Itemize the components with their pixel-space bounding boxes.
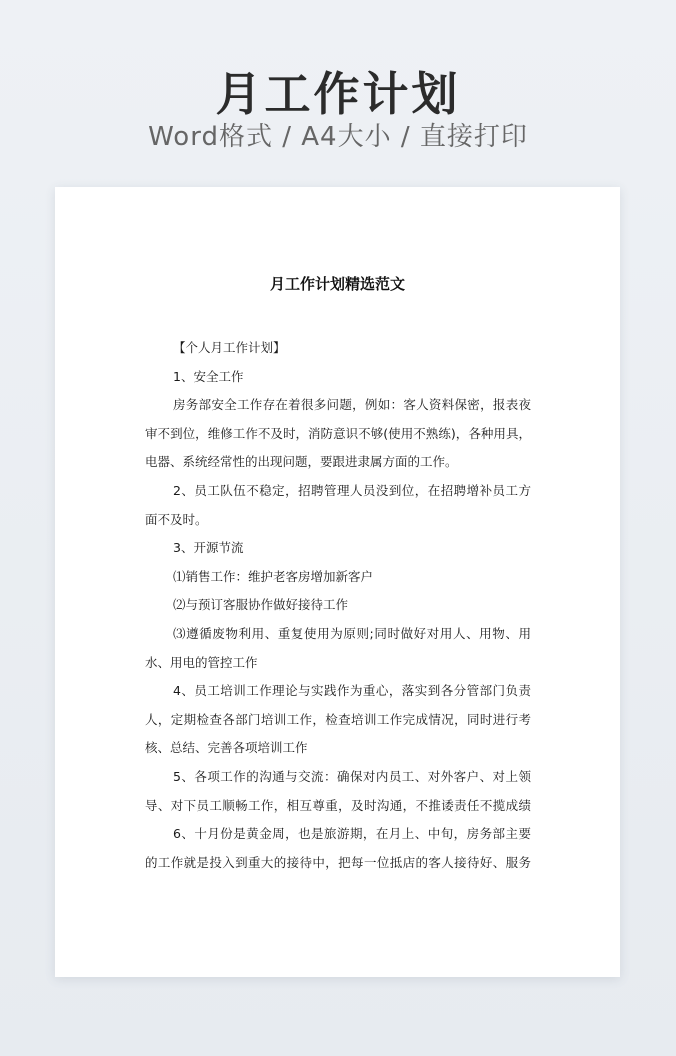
document-body bbox=[145, 334, 531, 877]
paragraph-line: ⑴销售工作：维护老客房增加新客户 bbox=[173, 568, 374, 584]
paragraph-line: 房务部安全工作存在着很多问题，例如：客人资料保密，报表夜 bbox=[173, 397, 531, 413]
paragraph-line: 6、十月份是黄金周，也是旅游期，在月上、中旬，房务部主要 bbox=[173, 826, 531, 842]
paragraph-line: ⑶遵循废物利用、重复使用为原则;同时做好对用人、用物、用 bbox=[173, 625, 531, 641]
page-subtitle: Word格式 / A4大小 / 直接打印 bbox=[148, 122, 528, 152]
document-title: 月工作计划精选范文 bbox=[269, 275, 405, 293]
paragraph-line: 4、员工培训工作理论与实践作为重心，落实到各分管部门负责 bbox=[173, 683, 531, 699]
paragraph-line: ⑵与预订客服协作做好接待工作 bbox=[173, 597, 349, 613]
section-heading: 【个人月工作计划】 bbox=[173, 340, 286, 355]
paragraph-line: 1、安全工作 bbox=[173, 368, 244, 384]
paragraph-line: 核、总结、完善各项培训工作 bbox=[145, 740, 308, 756]
paragraph-line: 人，定期检查各部门培训工作，检查培训工作完成情况，同时进行考 bbox=[145, 711, 531, 727]
paragraph-line: 审不到位，维修工作不及时，消防意识不够(使用不熟练)，各种用具， bbox=[145, 425, 531, 441]
paragraph-line: 3、开源节流 bbox=[173, 540, 244, 556]
paragraph-line: 水、用电的管控工作 bbox=[145, 654, 258, 670]
paragraph-line: 的工作就是投入到重大的接待中，把每一位抵店的客人接待好、服务 bbox=[145, 854, 531, 870]
paragraph-line: 导、对下员工顺畅工作，相互尊重，及时沟通，不推诿责任不揽成绩 bbox=[145, 797, 531, 813]
page-title: 月工作计划 bbox=[215, 67, 461, 121]
paragraph-line: 5、各项工作的沟通与交流：确保对内员工、对外客户、对上领 bbox=[173, 768, 531, 784]
paragraph-line: 面不及时。 bbox=[145, 511, 208, 527]
paragraph-line: 2、员工队伍不稳定，招聘管理人员没到位，在招聘增补员工方 bbox=[173, 482, 531, 498]
paragraph-line: 电器、系统经常性的出现问题，要跟进隶属方面的工作。 bbox=[145, 454, 458, 470]
